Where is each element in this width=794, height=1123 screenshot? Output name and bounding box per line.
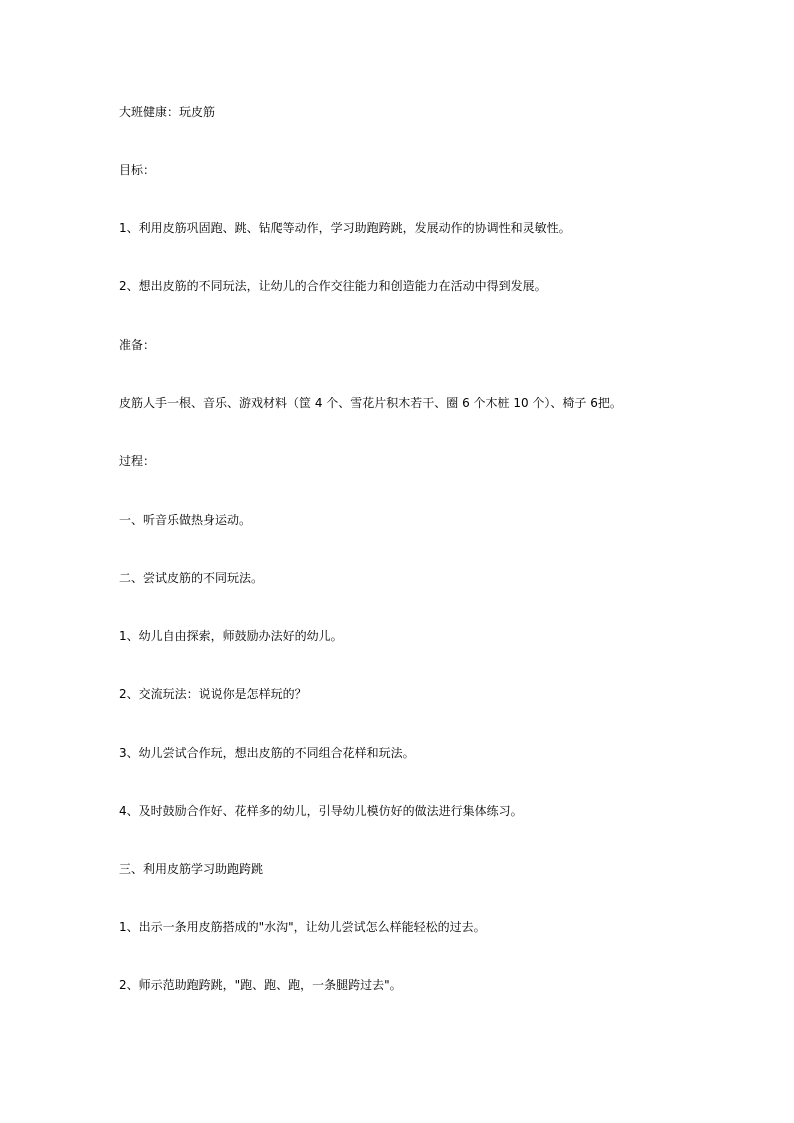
process-step-2-item-3: 3、幼儿尝试合作玩，想出皮筋的不同组合花样和玩法。 [119, 746, 415, 760]
process-step-2-item-2: 2、交流玩法：说说你是怎样玩的？ [119, 687, 307, 701]
process-step-3-item-2: 2、师示范助跑跨跳，"跑、跑、跑，一条腿跨过去"。 [119, 978, 402, 992]
process-step-3: 三、利用皮筋学习助跑跨跳 [119, 862, 264, 876]
document-title: 大班健康：玩皮筋 [119, 105, 216, 119]
process-step-3-item-1: 1、出示一条用皮筋搭成的"水沟"，让幼儿尝试怎么样能轻松的过去。 [119, 920, 486, 934]
prep-heading: 准备： [119, 338, 156, 352]
goal-item-2: 2、想出皮筋的不同玩法，让幼儿的合作交往能力和创造能力在活动中得到发展。 [119, 279, 547, 293]
goal-heading: 目标： [119, 163, 156, 177]
process-step-2-item-1: 1、幼儿自由探索，师鼓励办法好的幼儿。 [119, 629, 343, 643]
prep-text: 皮筋人手一根、音乐、游戏材料（筐 4 个、雪花片积木若干、圈 6 个木桩 10 个）、椅子 6把。 [119, 396, 622, 410]
process-step-1: 一、听音乐做热身运动。 [119, 513, 252, 527]
process-step-2-item-4: 4、及时鼓励合作好、花样多的幼儿，引导幼儿模仿好的做法进行集体练习。 [119, 804, 523, 818]
process-step-2: 二、尝试皮筋的不同玩法。 [119, 571, 264, 585]
process-heading: 过程： [119, 454, 156, 468]
goal-item-1: 1、利用皮筋巩固跑、跳、钻爬等动作，学习助跑跨跳，发展动作的协调性和灵敏性。 [119, 221, 571, 235]
